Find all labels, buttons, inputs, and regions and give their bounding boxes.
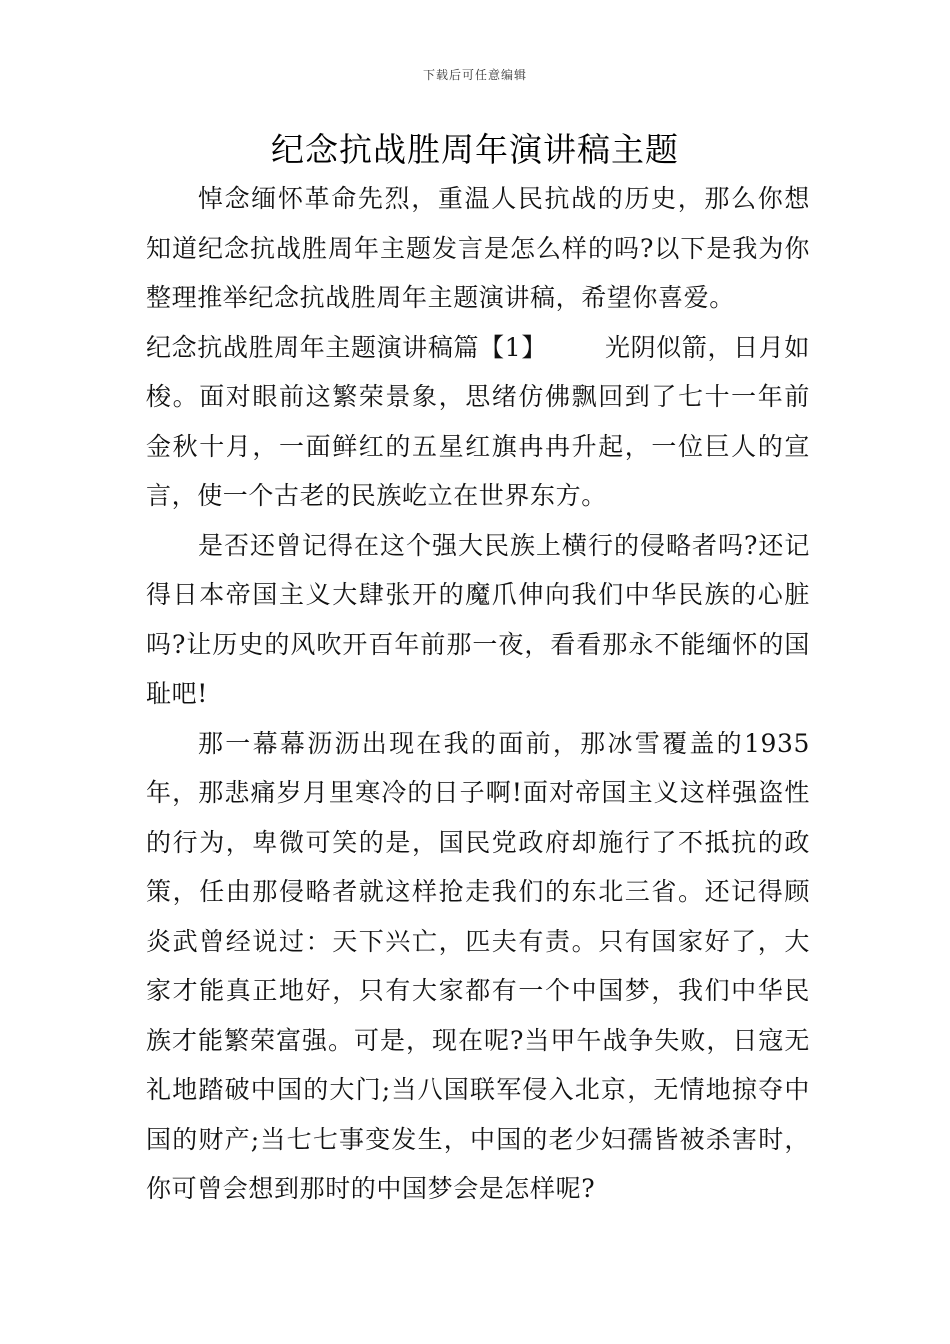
section-heading: 纪念抗战胜周年主题演讲稿篇【1】 <box>146 332 547 362</box>
document-body <box>146 174 810 1214</box>
section-paragraph <box>146 323 810 521</box>
body-paragraph-1: 是否还曾记得在这个强大民族上横行的侵略者吗?还记得日本帝国主义大肆张开的魔爪伸向我们中华民族的心脏吗?让历史的风吹开百年前那一夜，看看那永不能缅怀的国耻吧! <box>146 530 810 708</box>
header-note: 下载后可任意编辑 <box>422 68 527 82</box>
section-opening-text: 光阴似箭，日月如梭。面对眼前这繁荣景象，思绪仿佛飘回到了七十一年前金秋十月，一面鲜红的五星红旗冉冉升起，一位巨人的宣言，使一个古老的民族屹立在世界东方。 <box>146 332 810 510</box>
body-paragraph-2: 那一幕幕沥沥出现在我的面前，那冰雪覆盖的1935年，那悲痛岁月里寒冷的日子啊!面对帝国主义这样强盗性的行为，卑微可笑的是，国民党政府却施行了不抵抗的政策，任由那侵略者就这样抢走我们的东北三省。还记得顾炎武曾经说过：天下兴亡，匹夫有责。只有国家好了，大家才能真正地好，只有大家都有一个中国梦，我们中华民族才能繁荣富强。可是，现在呢?当甲午战争失败，日寇无礼地踏破中国的大门;当八国联军侵入北京，无情地掠夺中国的财产;当七七事变发生，中国的老少妇孺皆被杀害时，你可曾会想到那时的中国梦会是怎样呢? <box>146 728 810 1203</box>
document-title: 纪念抗战胜周年演讲稿主题 <box>271 130 679 169</box>
intro-paragraph: 悼念缅怀革命先烈，重温人民抗战的历史，那么你想知道纪念抗战胜周年主题发言是怎么样的吗?以下是我为你整理推举纪念抗战胜周年主题演讲稿，希望你喜爱。 <box>146 184 810 312</box>
